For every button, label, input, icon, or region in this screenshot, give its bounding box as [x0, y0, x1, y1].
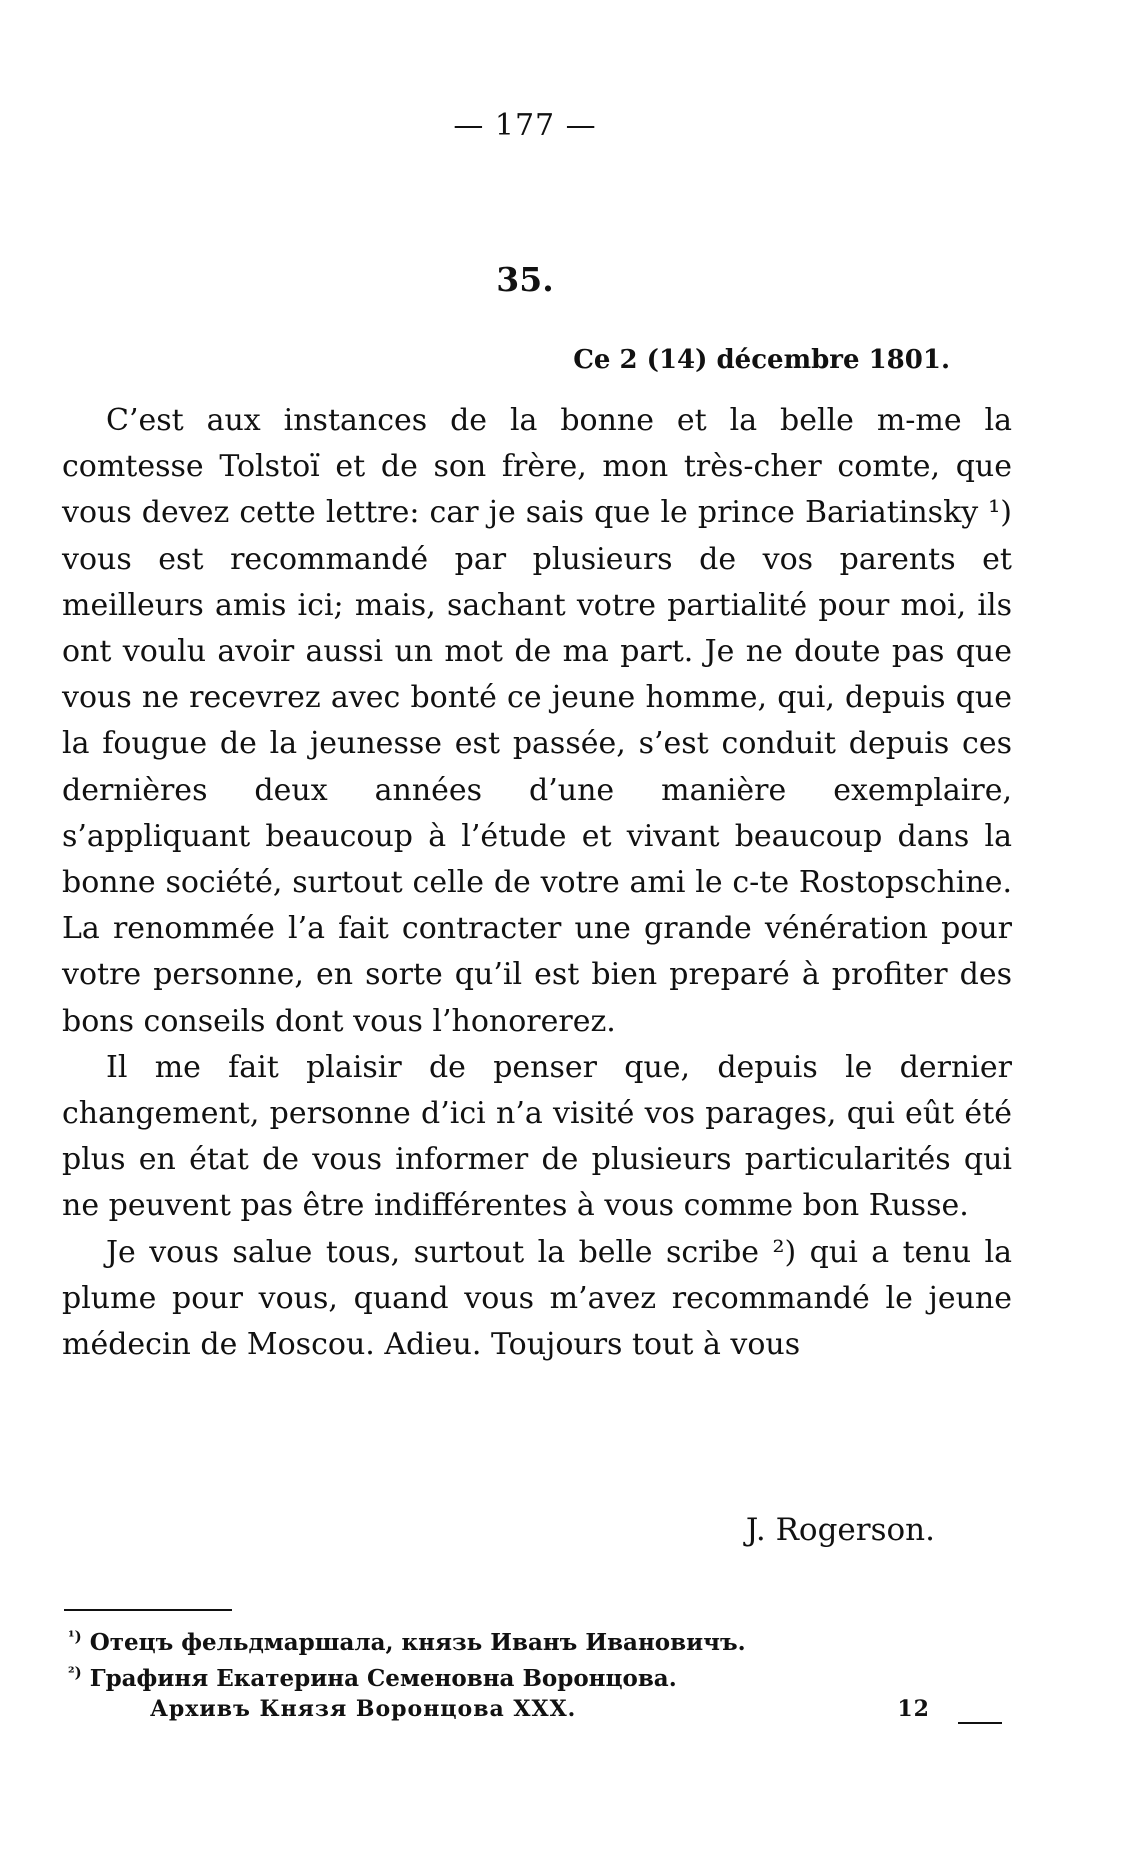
footer-dash [958, 1722, 1002, 1724]
letter-dateline: Ce 2 (14) décembre 1801. [573, 345, 950, 375]
footnote-1-mark: ¹) [68, 1627, 82, 1646]
footnote-1-text: Отецъ фельдмаршала, князь Иванъ Ивановичъ. [89, 1629, 746, 1656]
paragraph-2: Il me fait plaisir de penser que, depuis le dernier changement, personne d’ici n’a visité vos parages, qui eût été plus en état de vous informer de plusieurs particularités qui ne peuvent pas être indifférentes à vous comme bon Russe. [62, 1049, 1012, 1224]
page-number: — 177 — [453, 108, 597, 143]
paragraph-1: C’est aux instances de la bonne et la belle m-me la comtesse Tolstoï et de son frère, mon très-cher comte, que vous devez cette lettre: car je sais que le prince Bariatinsky ¹) vous est recommandé par plusieurs de vos parents et meilleurs amis ici; mais, sachant votre partialité pour moi, ils ont voulu avoir aussi un mot de ma part. Je ne doute pas que vous ne recevrez avec bonté ce jeune homme, qui, depuis que la fougue de la jeunesse est passée, s’est conduit depuis ces dernières deux années d’une manière exemplaire, s’appliquant beaucoup à l’étude et vivant beaucoup dans la bonne société, surtout celle de votre ami le c-te Rostopschine. La renommée l’a fait contracter une grande vénération pour votre personne, en sorte qu’il est bien preparé à profiter des bons conseils dont vous l’honorerez. [62, 403, 1012, 1039]
paragraph-3: Je vous salue tous, surtout la belle scribe ²) qui a tenu la plume pour vous, quand vous m’avez recommandé le jeune médecin de Moscou. Adieu. Toujours tout à vous [62, 1234, 1012, 1363]
footnote-2 [68, 1661, 968, 1697]
footnote-rule [64, 1609, 232, 1611]
letter-body [62, 398, 1012, 1368]
footnote-2-text: Графиня Екатерина Семеновна Воронцова. [89, 1665, 677, 1692]
letter-number: 35. [496, 260, 554, 299]
footer-sheet-number: 12 [897, 1696, 930, 1722]
footnote-2-mark: ²) [68, 1663, 82, 1682]
footnotes [68, 1625, 968, 1697]
page-footer [150, 1696, 930, 1722]
footnote-1 [68, 1625, 968, 1661]
signature: J. Rogerson. [745, 1512, 935, 1548]
footer-title: Архивъ Князя Воронцова XXX. [150, 1696, 577, 1722]
